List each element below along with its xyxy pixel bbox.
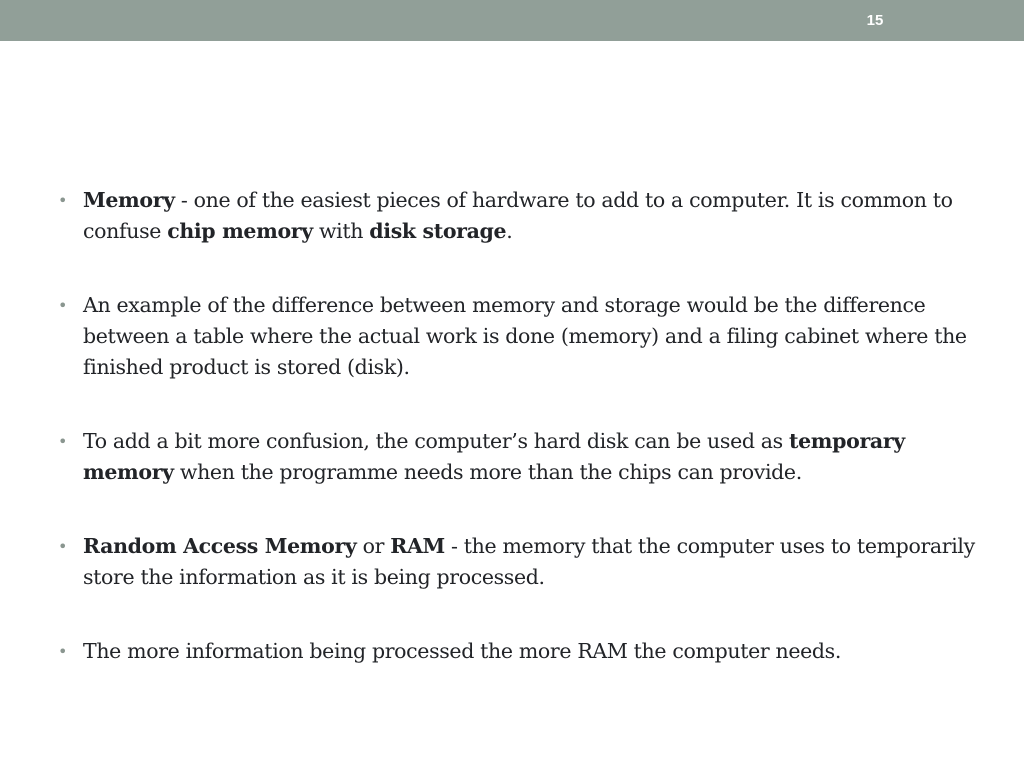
bullet-list	[56, 185, 976, 667]
text-segment: .	[506, 219, 513, 243]
slide-number: 15	[866, 12, 884, 29]
text-segment: chip memory	[167, 219, 313, 243]
bullet-dot-icon: •	[58, 432, 68, 451]
text-segment: disk storage	[369, 219, 507, 243]
bullet-item	[56, 185, 976, 247]
text-segment: An example of the difference between memory and storage would be the difference between a table where the actual work is done (memory) and a filing cabinet where the finished product is stored (disk).	[83, 293, 967, 379]
bullet-item	[56, 426, 976, 488]
bullet-item	[56, 636, 976, 667]
bullet-dot-icon: •	[58, 537, 68, 556]
text-segment: - one of the easiest pieces of hardware to add to a computer. It is common to confuse	[83, 188, 953, 243]
bullet-dot-icon: •	[58, 191, 68, 210]
text-segment: RAM	[390, 534, 445, 558]
text-segment: - the memory that the computer uses to temporarily store the information as it is being processed.	[83, 534, 975, 589]
bullet-dot-icon: •	[58, 296, 68, 315]
bullet-item	[56, 531, 976, 593]
bullet-dot-icon: •	[58, 642, 68, 661]
text-segment: when the programme needs more than the chips can provide.	[173, 460, 802, 484]
header-bar	[0, 0, 1024, 41]
text-segment: The more information being processed the more RAM the computer needs.	[83, 639, 842, 663]
text-segment: Random Access Memory	[83, 534, 357, 558]
text-segment: To add a bit more confusion, the computer’s hard disk can be used as	[83, 429, 789, 453]
text-segment: temporary memory	[83, 429, 905, 484]
text-segment: or	[356, 534, 391, 558]
text-segment: Memory	[83, 188, 175, 212]
bullet-item	[56, 290, 976, 383]
text-segment: with	[312, 219, 370, 243]
